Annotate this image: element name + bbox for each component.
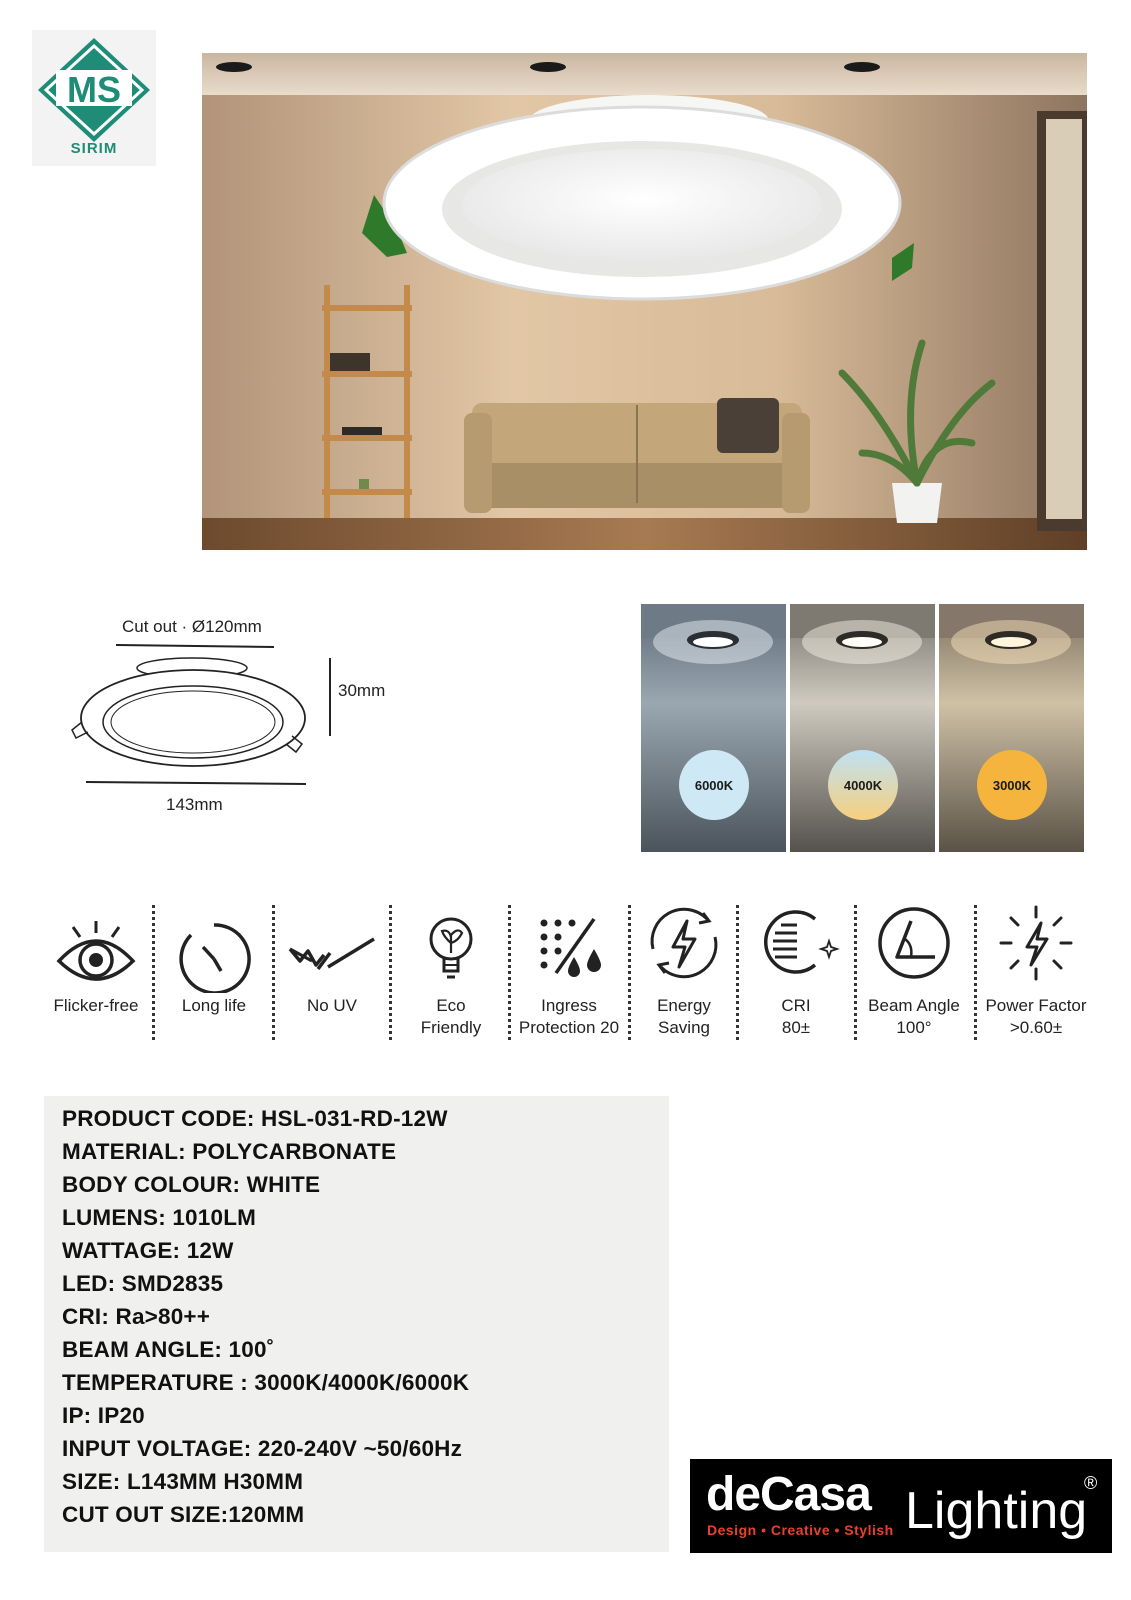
brand-word: Lighting: [905, 1482, 1088, 1540]
feature-power-factor: [976, 903, 1096, 1038]
feature-beam-angle: [856, 903, 972, 1038]
downlight-outline-icon: [60, 600, 420, 830]
spec-lumens: LUMENS: 1010LM: [62, 1205, 257, 1230]
specifications-panel: [44, 1096, 669, 1552]
feature-flicker-free: [40, 903, 152, 1038]
feature-divider: [628, 905, 631, 1040]
feature-cri: [740, 903, 852, 1038]
uv-wave-icon: [282, 913, 382, 993]
color-temperature-panels: [641, 604, 1084, 852]
feature-energy-saving: [632, 903, 736, 1038]
feature-label: CRI 80±: [781, 996, 811, 1037]
feature-label: Ingress Protection 20: [518, 996, 620, 1037]
eye-icon: [51, 913, 141, 993]
feature-label: Power Factor >0.60±: [985, 996, 1087, 1037]
cutout-dimension-label: Cut out · Ø120mm: [122, 617, 262, 636]
feature-label: Eco Friendly: [420, 996, 482, 1037]
spec-wattage: WATTAGE: 12W: [62, 1238, 234, 1263]
ms-diamond-icon: [32, 30, 156, 142]
temperature-panel-6000k: [641, 604, 786, 852]
feature-divider: [272, 905, 275, 1040]
power-spark-icon: [991, 903, 1081, 983]
feature-label: Long life: [181, 996, 247, 1015]
feature-label: Flicker-free: [53, 996, 139, 1015]
spec-cut-out-size: CUT OUT SIZE:120MM: [62, 1502, 305, 1527]
temperature-badge: 6000K: [679, 750, 749, 820]
feature-label: No UV: [306, 996, 358, 1015]
feature-divider: [152, 905, 155, 1040]
feature-label: Beam Angle 100°: [868, 996, 960, 1037]
sirim-logo: [32, 30, 156, 166]
feature-eco-friendly: [395, 903, 507, 1038]
spec-ip: IP: IP20: [62, 1403, 145, 1428]
dimension-drawing: [60, 600, 420, 830]
registered-mark: ®: [1084, 1473, 1098, 1493]
cri-icon: [751, 903, 841, 983]
spec-cri: CRI: Ra>80++: [62, 1304, 211, 1329]
spec-input-voltage: INPUT VOLTAGE: 220-240V ~50/60Hz: [62, 1436, 463, 1461]
feature-divider: [736, 905, 739, 1040]
spec-beam-angle: BEAM ANGLE: 100˚: [62, 1337, 275, 1362]
water-drops-icon: [524, 913, 614, 993]
spec-product-code: PRODUCT CODE: HSL-031-RD-12W: [62, 1106, 448, 1131]
downlight-6000k-icon: [641, 604, 786, 684]
spec-size: SIZE: L143MM H30MM: [62, 1469, 304, 1494]
height-dimension-label: 30mm: [338, 681, 386, 700]
width-dimension-label: 143mm: [166, 795, 223, 814]
spec-material: MATERIAL: POLYCARBONATE: [62, 1139, 397, 1164]
temperature-panel-3000k: [939, 604, 1084, 852]
spec-led: LED: SMD2835: [62, 1271, 224, 1296]
feature-icons-row: [40, 903, 1100, 1043]
downlight-4000k-icon: [790, 604, 935, 684]
svg-text:MS: MS: [67, 69, 121, 110]
lightning-cycle-icon: [639, 903, 729, 983]
temperature-badge: 4000K: [828, 750, 898, 820]
feature-ingress-protection: [510, 903, 628, 1038]
feature-long-life: [158, 903, 270, 1038]
downlight-3000k-icon: [939, 604, 1084, 684]
feature-no-uv: [278, 903, 386, 1038]
angle-icon: [869, 903, 959, 983]
decasa-lighting-logo: [690, 1459, 1112, 1553]
feature-label: Energy Saving: [657, 996, 711, 1037]
clock-icon: [169, 913, 259, 993]
brand-name: deCasa: [706, 1468, 871, 1521]
temperature-badge: 3000K: [977, 750, 1047, 820]
leaf-bulb-icon: [406, 913, 496, 993]
brand-tagline: Design • Creative • Stylish: [707, 1522, 894, 1538]
spec-body-colour: BODY COLOUR: WHITE: [62, 1172, 321, 1197]
feature-divider: [389, 905, 392, 1040]
sirim-label: SIRIM: [70, 140, 118, 157]
hero-product-photo: [202, 53, 1087, 550]
spec-temperature: TEMPERATURE : 3000K/4000K/6000K: [62, 1370, 470, 1395]
temperature-panel-4000k: [790, 604, 935, 852]
